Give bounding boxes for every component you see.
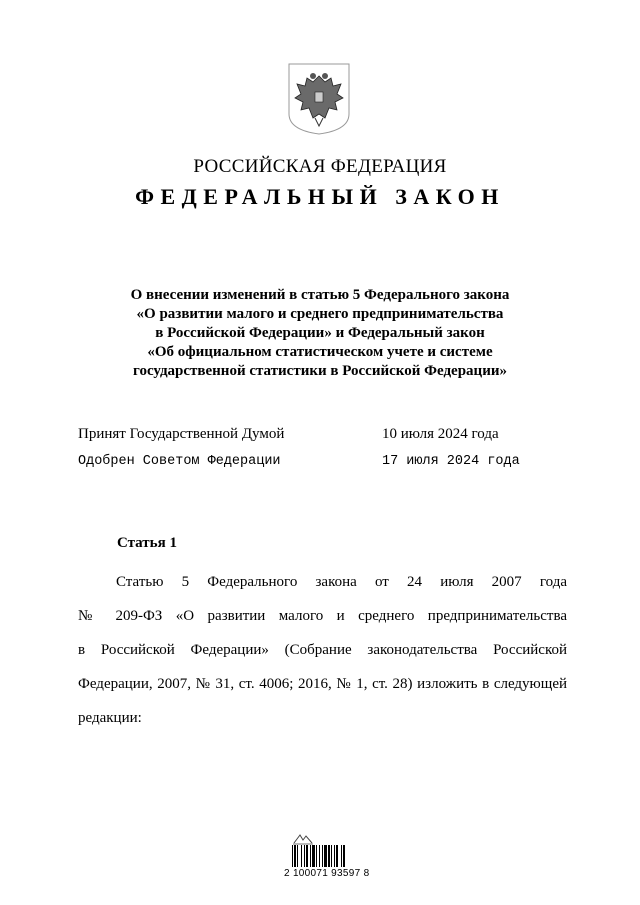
duma-adoption-date: 10 июля 2024 года — [382, 426, 499, 442]
article-text-line: Федерации, 2007, № 31, ст. 4006; 2016, № 1, ст. 28) изложить в следующей — [78, 676, 567, 692]
registration-mark-icon — [292, 832, 314, 844]
subject-line: в Российской Федерации» и Федеральный закон — [155, 325, 485, 341]
subject-line: государственной статистики в Российской Федерации» — [133, 363, 507, 379]
subject-line: «О развитии малого и среднего предпринимательства — [136, 306, 504, 322]
article-body — [78, 565, 567, 735]
article-text-line: Статью 5 Федерального закона от 24 июля 2007 года — [116, 574, 567, 590]
law-subject — [60, 286, 580, 381]
duma-adoption-label: Принят Государственной Думой — [78, 426, 285, 442]
subject-line: «Об официальном статистическом учете и системе — [147, 344, 493, 360]
article-text-line: в Российской Федерации» (Собрание законодательства Российской — [78, 642, 567, 658]
state-emblem-icon — [287, 62, 351, 136]
subject-line: О внесении изменений в статью 5 Федерального закона — [130, 287, 510, 303]
article-text-line: редакции: — [78, 710, 142, 726]
barcode-number: 2 100071 93597 8 — [284, 868, 370, 879]
country-name: РОССИЙСКАЯ ФЕДЕРАЦИЯ — [193, 156, 447, 177]
article-text-line: № 209-ФЗ «О развитии малого и среднего предпринимательства — [78, 608, 567, 624]
document-type-title: ФЕДЕРАЛЬНЫЙ ЗАКОН — [135, 184, 505, 209]
council-approval-date: 17 июля 2024 года — [382, 454, 520, 469]
article-heading: Статья 1 — [117, 535, 177, 551]
council-approval-label: Одобрен Советом Федерации — [78, 454, 281, 469]
